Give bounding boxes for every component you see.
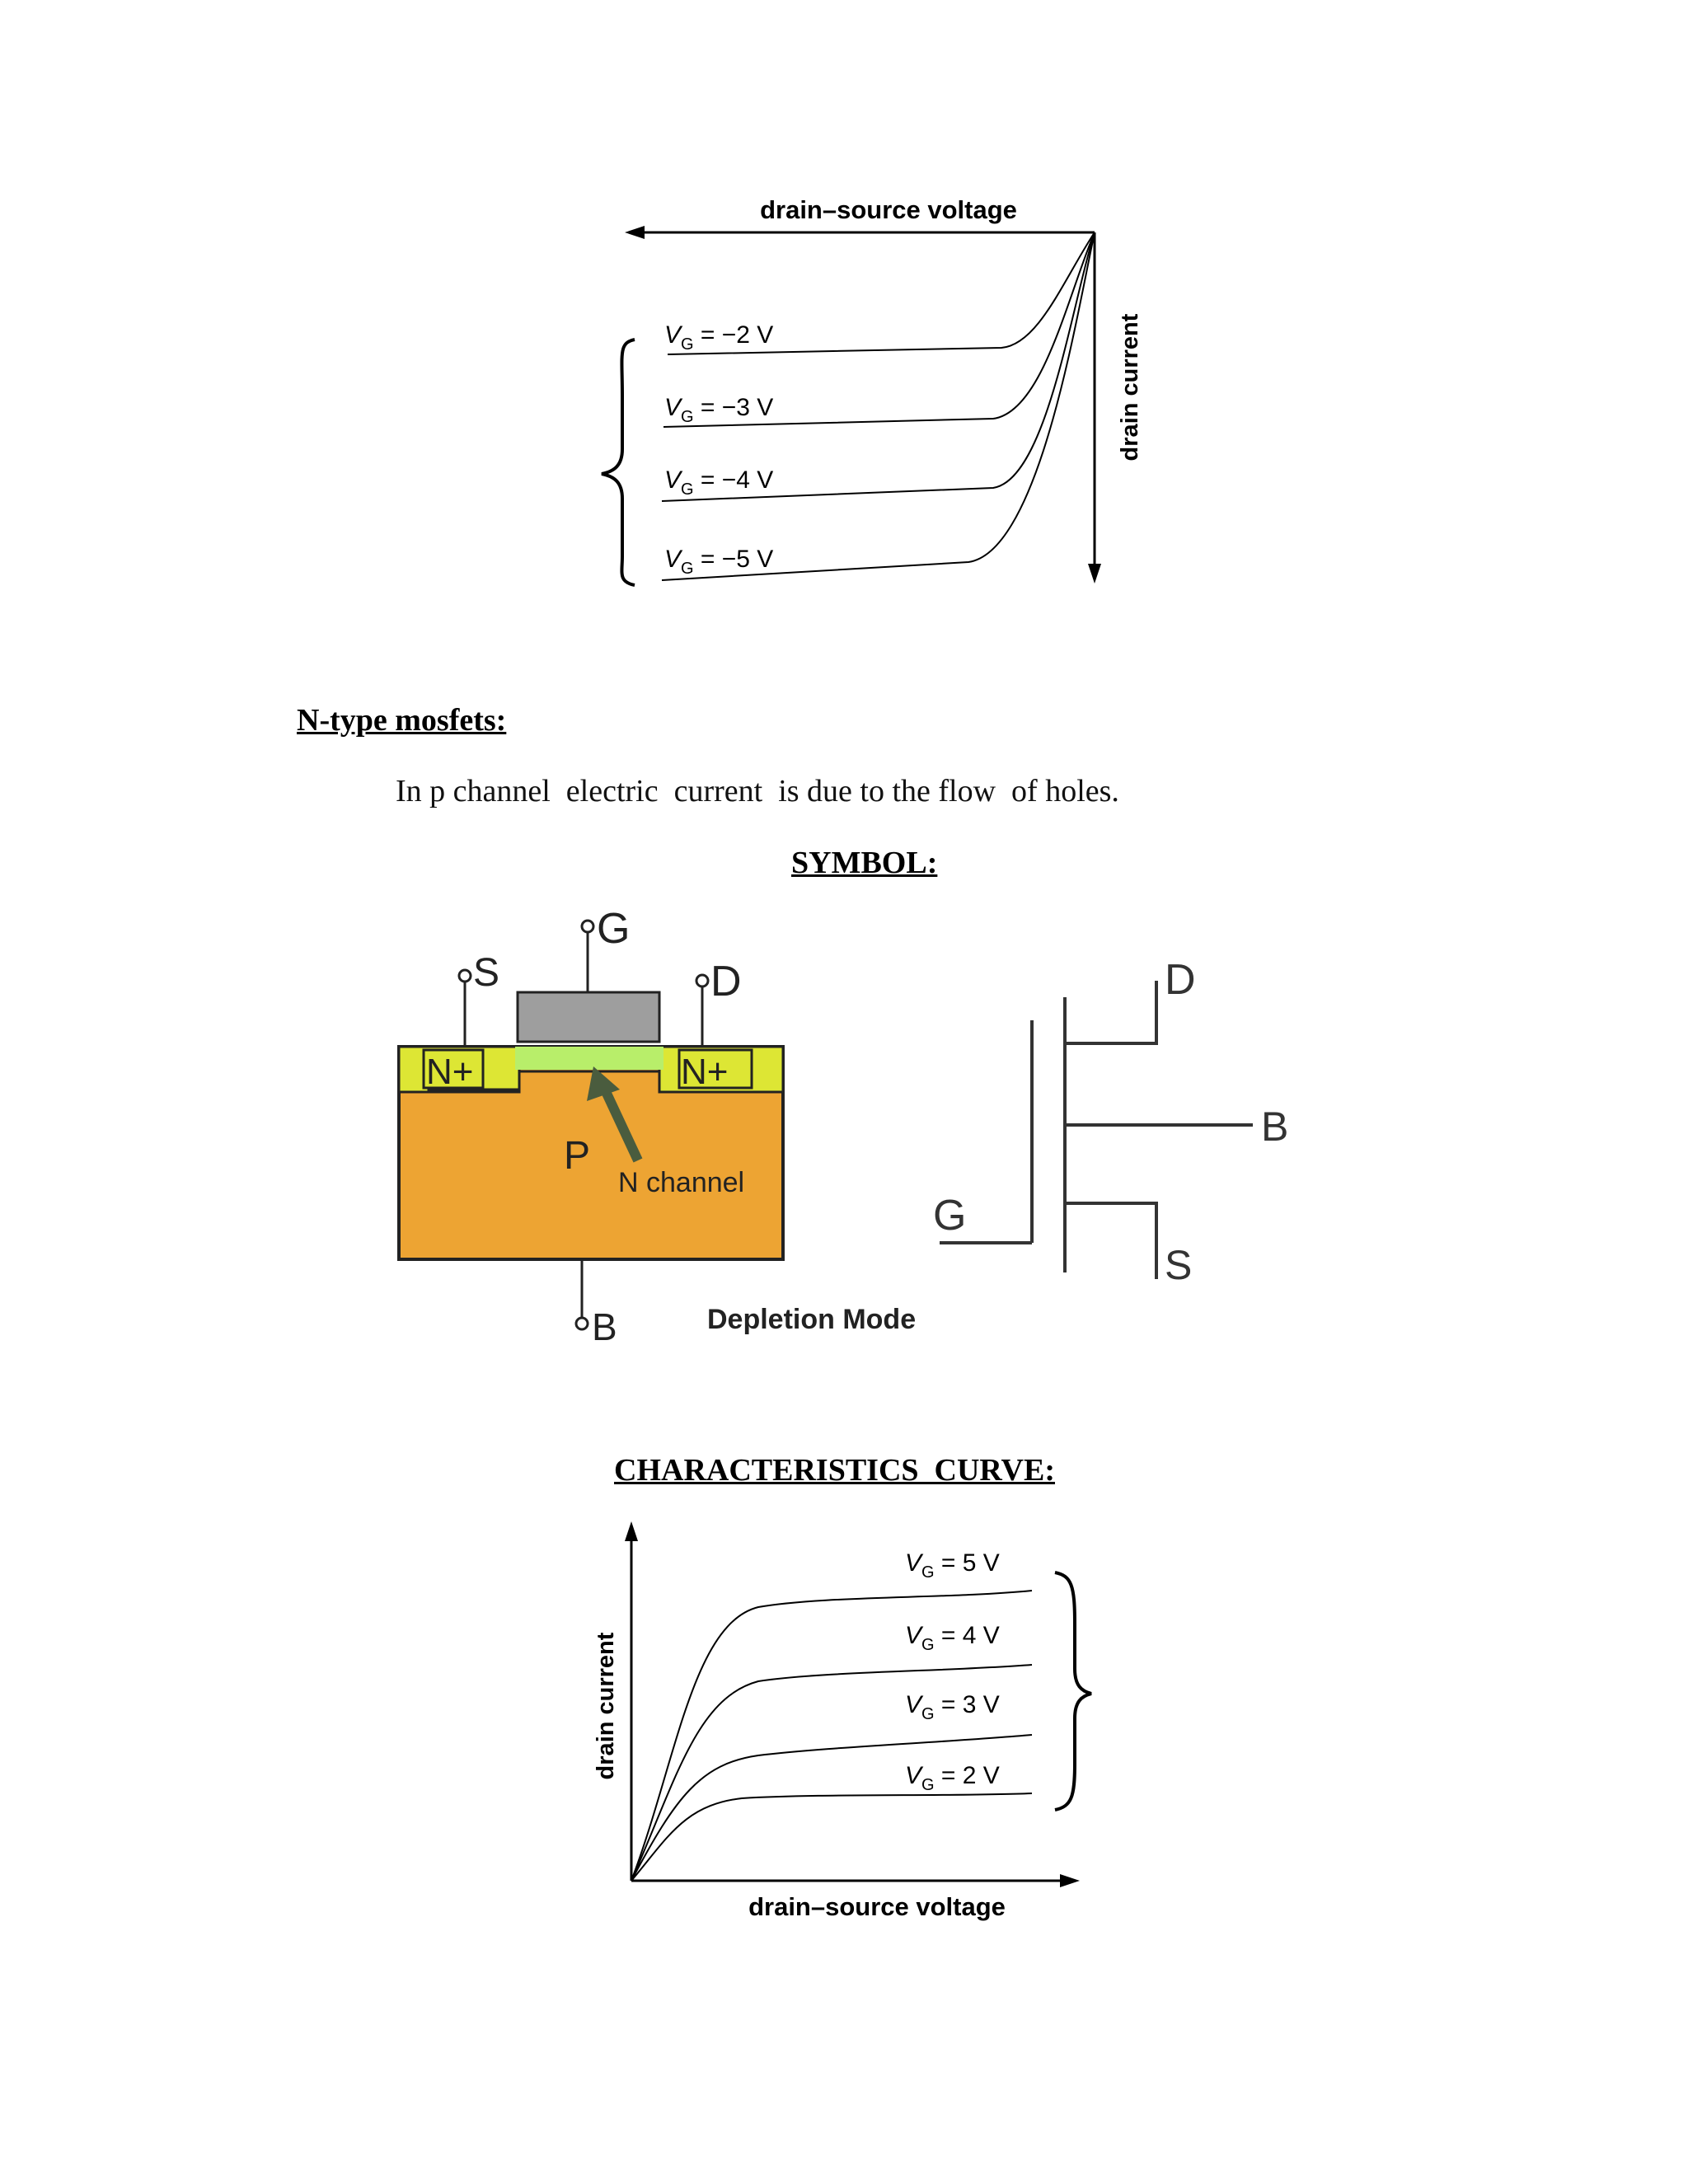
depletion-mode-cross-section — [387, 907, 967, 1352]
schematic-label-d: D — [1165, 956, 1196, 1004]
n-type-mosfets-heading: N-type mosfets: — [297, 703, 507, 738]
schematic-label-b: B — [1261, 1104, 1289, 1150]
p-channel-description: In p channel electric current is due to the flow of holes. — [396, 774, 1119, 808]
curve-vg-minus-4 — [662, 232, 1095, 501]
terminal-label-b: B — [592, 1305, 617, 1348]
right-curly-brace — [1055, 1572, 1091, 1810]
schematic-label-s: S — [1165, 1242, 1193, 1288]
curve-label-vg-5: $V_G = 5$ V — [905, 1549, 1000, 1582]
curve-label-vg-4: $V_G = 4$ V — [905, 1622, 1000, 1654]
terminal-label-s: S — [473, 951, 500, 995]
p-channel-characteristics-diagram — [577, 181, 1170, 610]
characteristics-curve-heading: CHARACTERISTICS CURVE: — [614, 1453, 1055, 1488]
drain-terminal — [696, 975, 708, 987]
curve-label-vg-2: $V_G = 2$ V — [905, 1762, 1000, 1794]
source-wire — [1065, 1203, 1156, 1279]
p-substrate-label: P — [564, 1134, 591, 1178]
n-channel-label: N channel — [618, 1167, 745, 1198]
x-axis-arrowhead — [625, 226, 645, 239]
left-curly-brace — [602, 340, 635, 585]
n-channel — [515, 1047, 663, 1070]
x-axis-arrowhead — [1060, 1874, 1080, 1887]
gate-terminal — [582, 921, 593, 932]
curve-label-vg-minus-5: $V_G = -5$ V — [664, 546, 774, 578]
curve-label-vg-minus-4: $V_G = -4$ V — [664, 466, 774, 499]
n-channel-characteristics-diagram — [577, 1516, 1170, 1929]
curve-label-vg-minus-2: $V_G = -2$ V — [664, 321, 774, 354]
symbol-heading: SYMBOL: — [791, 846, 938, 880]
drain-wire — [1065, 981, 1156, 1043]
y-axis-arrowhead — [1088, 564, 1101, 583]
curve-vg-2 — [631, 1793, 1032, 1881]
n-plus-right-label: N+ — [681, 1052, 729, 1092]
curve-label-vg-minus-3: $V_G = -3$ V — [664, 394, 774, 426]
curve-vg-3 — [631, 1735, 1032, 1881]
x-axis-label: drain–source voltage — [760, 195, 1017, 224]
source-terminal — [459, 970, 471, 982]
terminal-label-d: D — [710, 958, 742, 1005]
mosfet-schematic-symbol — [923, 956, 1319, 1302]
schematic-label-g: G — [933, 1192, 967, 1240]
x-axis-label: drain–source voltage — [748, 1892, 1006, 1921]
y-axis-label: drain current — [1117, 313, 1143, 462]
terminal-label-g: G — [597, 907, 631, 953]
depletion-mode-caption: Depletion Mode — [707, 1304, 917, 1335]
y-axis-arrowhead — [625, 1521, 638, 1541]
y-axis-label: drain current — [593, 1632, 619, 1780]
n-plus-left-label: N+ — [426, 1052, 474, 1092]
body-terminal — [576, 1318, 588, 1329]
gate-electrode — [518, 992, 659, 1042]
curve-label-vg-3: $V_G = 3$ V — [905, 1691, 1000, 1723]
